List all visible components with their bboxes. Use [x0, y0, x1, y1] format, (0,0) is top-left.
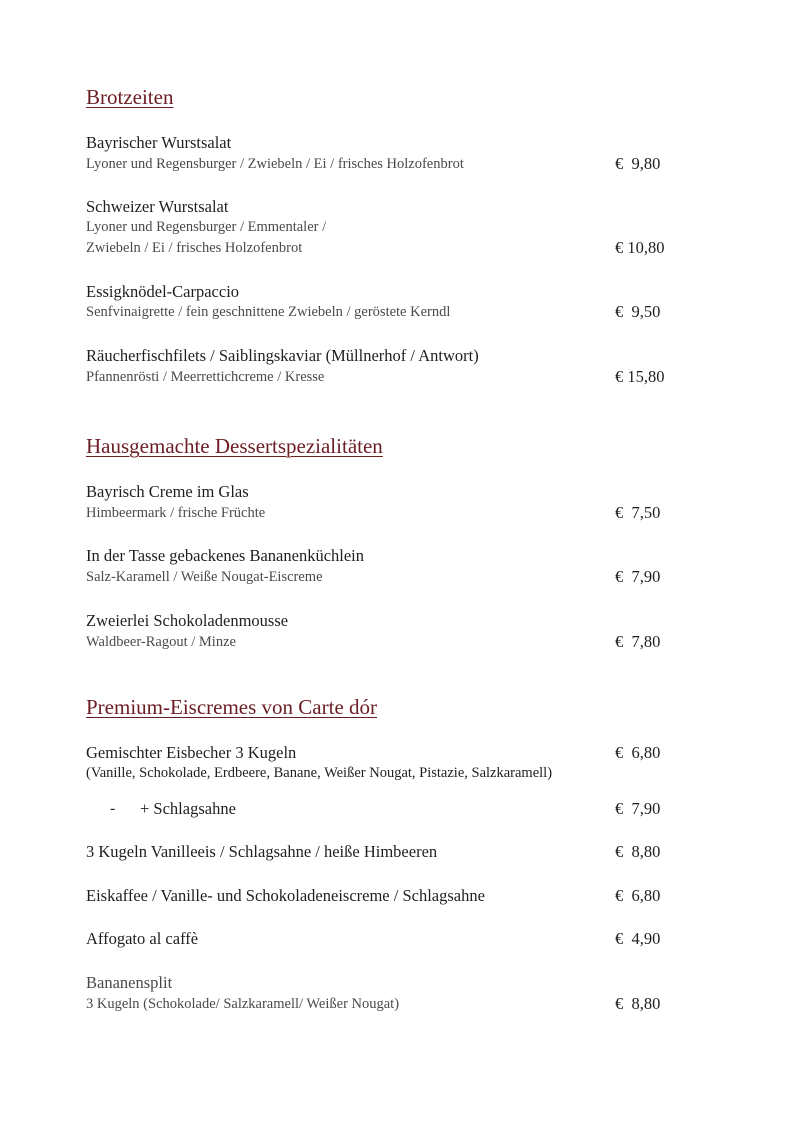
menu-item-title: Schweizer Wurstsalat — [86, 197, 229, 216]
menu-item-title: Affogato al caffè — [86, 929, 199, 948]
menu-item-title: Bayrischer Wurstsalat — [86, 133, 232, 152]
menu-item-price: € 8,80 — [615, 842, 661, 861]
menu-item-description: Pfannenrösti / Meerrettichcreme / Kresse — [86, 369, 325, 385]
list-dash: - — [110, 800, 116, 817]
menu-item-title: Eiskaffee / Vanille- und Schokoladeneiscreme / Schlagsahne — [86, 886, 485, 905]
menu-item-price: € 7,50 — [615, 503, 661, 522]
menu-item-price: € 9,80 — [615, 154, 661, 173]
menu-item-description: Himbeermark / frische Früchte — [86, 505, 266, 521]
menu-item-description: (Vanille, Schokolade, Erdbeere, Banane, Weißer Nougat, Pistazie, Salzkaramell) — [86, 765, 553, 781]
menu-item-description: 3 Kugeln (Schokolade/ Salzkaramell/ Weißer Nougat) — [86, 996, 400, 1012]
menu-item-title: 3 Kugeln Vanilleeis / Schlagsahne / heiße Himbeeren — [86, 842, 438, 861]
menu-item-price: € 8,80 — [615, 994, 661, 1013]
menu-item-price: € 6,80 — [615, 743, 661, 762]
section-heading-desserts: Hausgemachte Dessertspezialitäten — [86, 434, 383, 458]
menu-item-price: € 9,50 — [615, 302, 661, 321]
menu-item-title: Bayrisch Creme im Glas — [86, 482, 249, 501]
menu-item-description: Lyoner und Regensburger / Zwiebeln / Ei / frisches Holzofenbrot — [86, 156, 464, 172]
menu-item-price: € 7,80 — [615, 632, 661, 651]
menu-item-title: Zweierlei Schokoladenmousse — [86, 611, 289, 630]
menu-item-title: Gemischter Eisbecher 3 Kugeln — [86, 743, 297, 762]
menu-item-description: Waldbeer-Ragout / Minze — [86, 634, 236, 650]
menu-item-price: € 4,90 — [615, 929, 661, 948]
menu-item-description: Salz-Karamell / Weiße Nougat-Eiscreme — [86, 569, 323, 585]
menu-item-title: Bananensplit — [86, 973, 173, 992]
menu-item-price: € 6,80 — [615, 886, 661, 905]
section-heading-brotzeiten: Brotzeiten — [86, 85, 174, 109]
menu-item-title: Räucherfischfilets / Saiblingskaviar (Müllnerhof / Antwort) — [86, 346, 479, 365]
menu-item-title: Essigknödel-Carpaccio — [86, 282, 240, 301]
menu-item-description: Lyoner und Regensburger / Emmentaler / — [86, 219, 327, 235]
menu-item-description: Zwiebeln / Ei / frisches Holzofenbrot — [86, 240, 303, 256]
section-heading-eiscremes: Premium-Eiscremes von Carte dór — [86, 695, 378, 719]
menu-item-price: € 7,90 — [615, 799, 661, 818]
menu-item-description: Senfvinaigrette / fein geschnittene Zwiebeln / geröstete Kerndl — [86, 304, 451, 320]
menu-item-price: € 15,80 — [615, 367, 665, 386]
menu-item-title: + Schlagsahne — [140, 799, 236, 818]
menu-item-title: In der Tasse gebackenes Bananenküchlein — [86, 546, 365, 565]
menu-item-price: € 10,80 — [615, 238, 665, 257]
menu-item-price: € 7,90 — [615, 567, 661, 586]
